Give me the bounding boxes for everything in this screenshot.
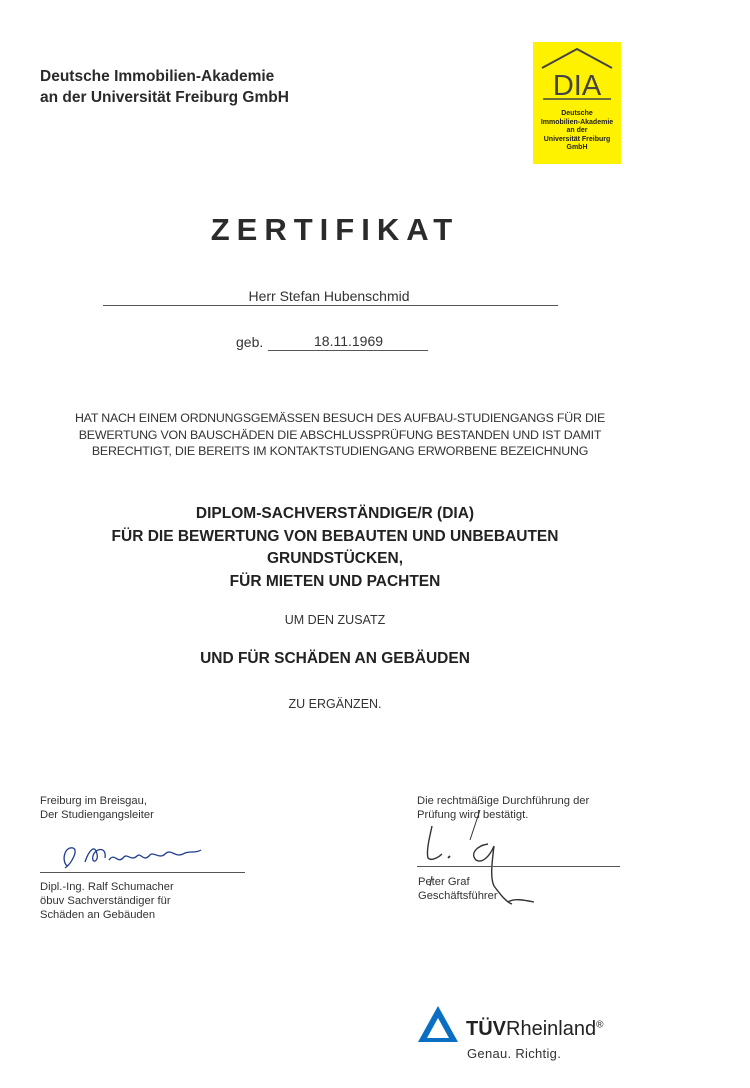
signature-right-line (417, 866, 620, 867)
name-underline (103, 305, 558, 306)
institution-name (40, 66, 289, 108)
addition-intro: UM DEN ZUSATZ (284, 613, 386, 627)
signature-role: Der Studiengangsleiter (40, 809, 154, 821)
tuv-brand-rest: Rheinland (506, 1018, 597, 1040)
dia-logo-line: Universität Freiburg (543, 135, 611, 143)
dia-logo-line: an der (566, 127, 588, 135)
signer-left-name: Dipl.-Ing. Ralf Schumacher (40, 881, 174, 893)
recipient-name: Herr Stefan Hubenschmid (248, 288, 410, 304)
signer-right-role: Geschäftsführer (418, 890, 498, 902)
dia-logo-line: Immobilien-Akademie (540, 118, 614, 126)
certificate-statement (60, 410, 620, 460)
confirmation-line: Die rechtmäßige Durchführung der (417, 795, 590, 807)
dia-logo-line: Deutsche (561, 110, 593, 117)
dia-house-icon (533, 42, 621, 110)
signer-right-name: Peter Graf (418, 876, 470, 888)
dia-logo-line: GmbH (566, 144, 588, 152)
dia-logo-text (533, 110, 621, 153)
birth-date: 18.11.1969 (314, 333, 384, 349)
designation-line: DIPLOM-SACHVERSTÄNDIGE/R (DIA) (195, 505, 475, 522)
statement-line: BERECHTIGT, DIE BEREITS IM KONTAKTSTUDIENGANG ERWORBENE BEZEICHNUNG (91, 444, 589, 458)
institution-line-1: Deutsche Immobilien-Akademie (40, 68, 275, 85)
confirmation-line: Prüfung wird bestätigt. (417, 809, 529, 821)
birth-underline (268, 350, 428, 351)
signature-left-footer (40, 880, 174, 922)
designation (70, 503, 600, 593)
signature-left-header (40, 794, 154, 822)
signer-left-title: Schäden an Gebäuden (40, 909, 156, 921)
signer-left-title: öbuv Sachverständiger für (40, 895, 171, 907)
institution-line-2: an der Universität Freiburg GmbH (40, 89, 289, 106)
closing-text: ZU ERGÄNZEN. (288, 697, 382, 711)
signature-left-line (40, 872, 245, 873)
dia-acronym: DIA (552, 70, 602, 102)
certificate-title: ZERTIFIKAT (210, 212, 460, 247)
statement-line: HAT NACH EINEM ORDNUNGSGEMÄSSEN BESUCH DES AUFBAU-STUDIENGANGS FÜR DIE (74, 411, 606, 425)
signature-place: Freiburg im Breisgau, (40, 795, 147, 807)
addition: UND FÜR SCHÄDEN AN GEBÄUDEN (200, 650, 470, 667)
statement-line: BEWERTUNG VON BAUSCHÄDEN DIE ABSCHLUSSPRÜFUNG BESTANDEN UND IST DAMIT (78, 427, 602, 442)
dia-logo (533, 42, 621, 164)
tuv-tagline: Genau. Richtig. (467, 1046, 562, 1061)
tuv-brand-bold: TÜV (466, 1018, 506, 1040)
designation-line: FÜR MIETEN UND PACHTEN (229, 572, 441, 590)
signature-right-footer (418, 875, 498, 903)
tuv-registered: ® (596, 1019, 604, 1031)
tuv-triangle-icon (416, 1004, 460, 1044)
signature-left-scribble (55, 836, 215, 874)
designation-line: GRUNDSTÜCKEN, (266, 550, 404, 567)
birth-label: geb. (236, 334, 264, 350)
tuv-brand (466, 1018, 603, 1041)
designation-line: FÜR DIE BEWERTUNG VON BEBAUTEN UND UNBEBAUTEN (111, 527, 559, 545)
